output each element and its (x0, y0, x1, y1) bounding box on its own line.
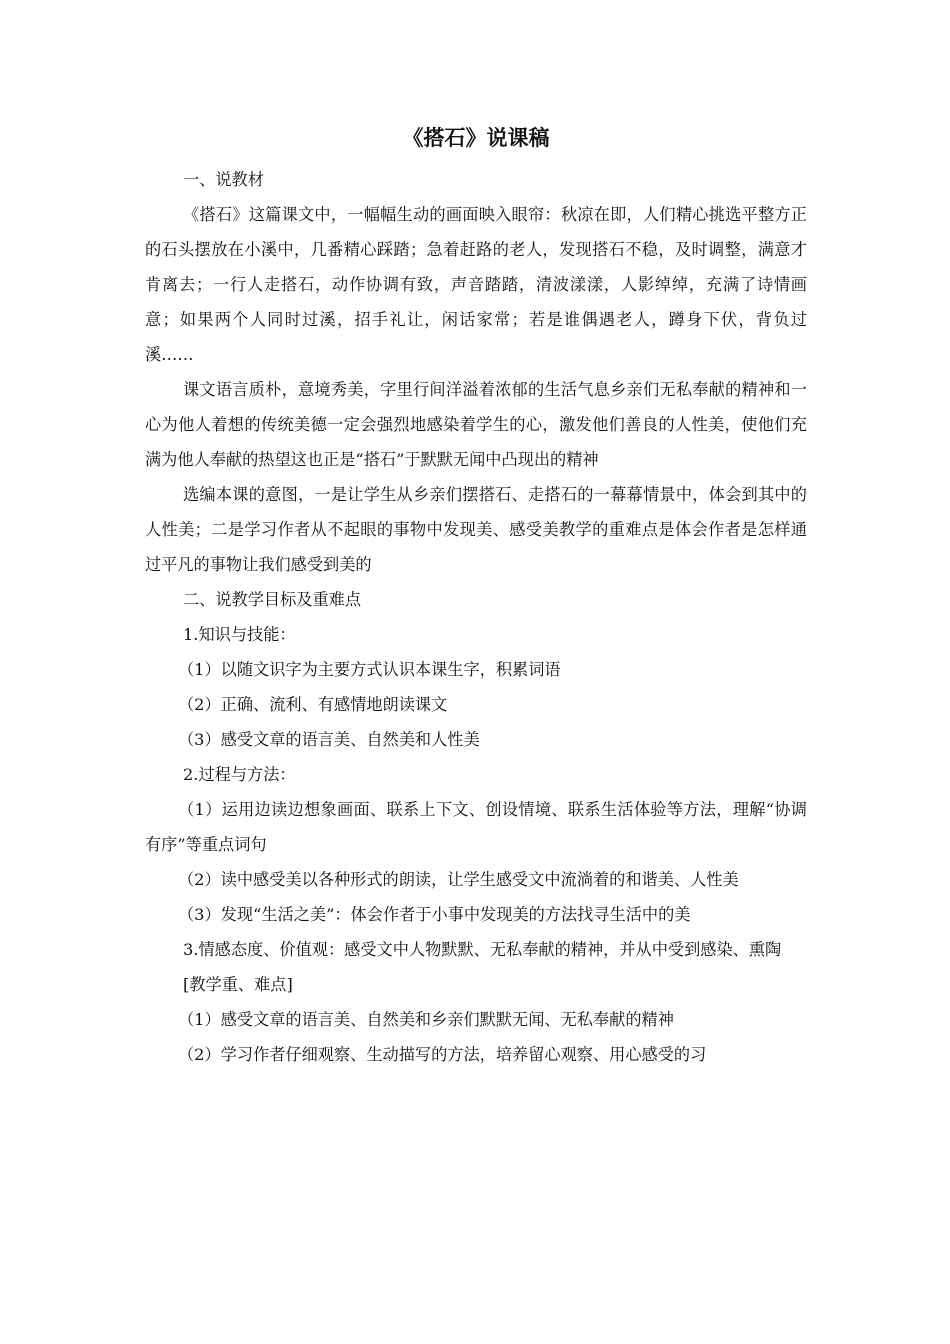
paragraph-selection-intent: 选编本课的意图，一是让学生从乡亲们摆搭石、走搭石的一幕幕情景中，体会到其中的人性美；二是学习作者从不起眼的事物中发现美、感受美教学的重难点是体会作者是怎样通过平凡的事物让我们感受到美的 (145, 485, 807, 574)
list-item: （1）感受文章的语言美、自然美和乡亲们默默无闻、无私奉献的精神 (178, 1010, 674, 1029)
list-item: （3）发现“生活之美”：体会作者于小事中发现美的方法找寻生活中的美 (178, 905, 691, 924)
list-item: （3）感受文章的语言美、自然美和人性美 (178, 730, 480, 749)
subheading-process-methods: 2.过程与方法： (183, 765, 296, 784)
section-heading-teaching-material: 一、说教材 (183, 170, 264, 189)
list-item: （1）以随文识字为主要方式认识本课生字，积累词语 (178, 660, 561, 679)
subheading-attitude-values: 3.情感态度、价值观：感受文中人物默默、无私奉献的精神，并从中受到感染、熏陶 (183, 940, 782, 959)
list-item: （2）读中感受美以各种形式的朗读，让学生感受文中流淌着的和谐美、人性美 (178, 870, 739, 889)
document-body (145, 120, 807, 1072)
list-item: （1）运用边读边想象画面、联系上下文、创设情境、联系生活体验等方法，理解“协调有序”等重点词句 (145, 800, 807, 854)
list-item: （2）正确、流利、有感情地朗读课文 (178, 695, 448, 714)
subheading-key-difficulties: [教学重、难点] (183, 975, 293, 994)
document-title: 《搭石》说课稿 (402, 126, 550, 150)
paragraph-scene-description: 《搭石》这篇课文中，一幅幅生动的画面映入眼帘：秋凉在即，人们精心挑选平整方正的石头摆放在小溪中，几番精心踩踏；急着赶路的老人，发现搭石不稳，及时调整，满意才肯离去；一行人走搭石，动作协调有致，声音踏踏，清波漾漾，人影绰绰，充满了诗情画意；如果两个人同时过溪，招手礼让，闲话家常；若是谁偶遇老人，蹲身下伏，背负过溪…… (145, 205, 807, 364)
paragraph-language-style: 课文语言质朴，意境秀美，字里行间洋溢着浓郁的生活气息乡亲们无私奉献的精神和一心为他人着想的传统美德一定会强烈地感染着学生的心，激发他们善良的人性美，使他们充满为他人奉献的热望这也正是“搭石”于默默无闻中凸现出的精神 (145, 380, 807, 469)
section-heading-objectives: 二、说教学目标及重难点 (183, 590, 362, 609)
list-item: （2）学习作者仔细观察、生动描写的方法，培养留心观察、用心感受的习 (178, 1045, 707, 1064)
subheading-knowledge-skills: 1.知识与技能： (183, 625, 296, 644)
